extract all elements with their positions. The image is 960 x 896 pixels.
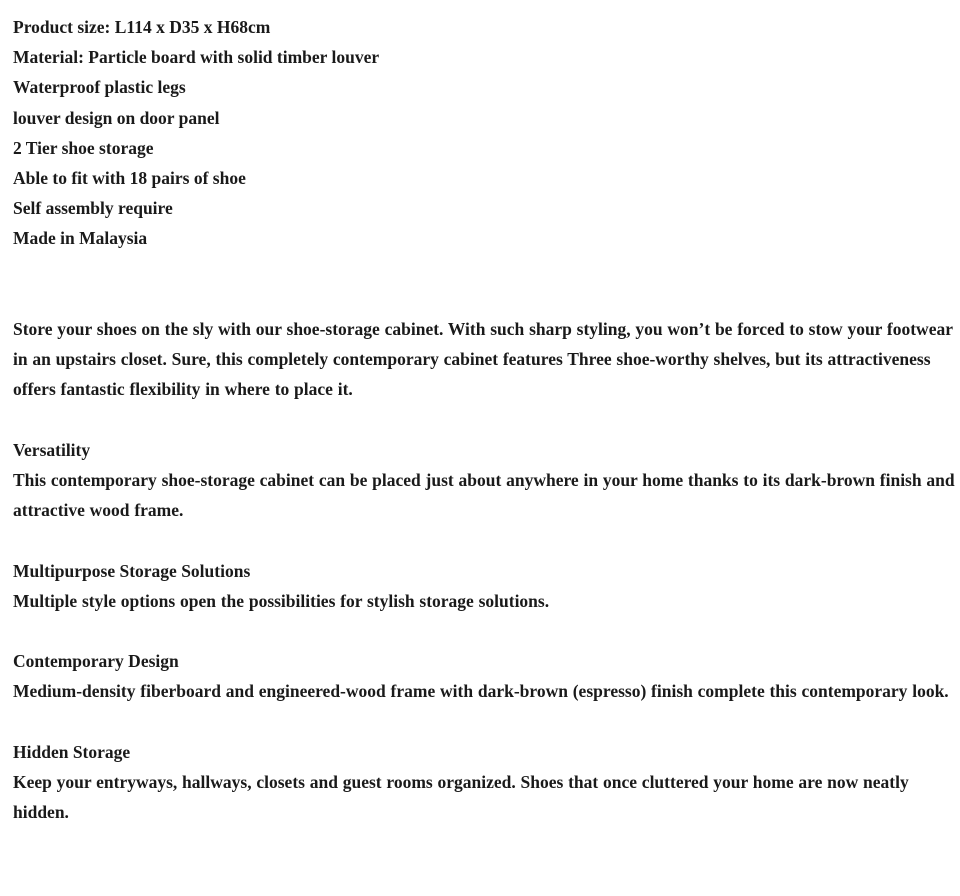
section-heading: Multipurpose Storage Solutions	[13, 560, 251, 581]
spec-legs: Waterproof plastic legs	[13, 77, 186, 98]
spacer	[13, 707, 955, 737]
spec-list	[13, 12, 955, 254]
section-heading: Contemporary Design	[13, 651, 179, 672]
section-versatility	[13, 435, 955, 526]
spacer	[13, 525, 955, 555]
section-body: Medium-density fiberboard and engineered-wood frame with dark-brown (espresso) finish complete this contemporary look.	[13, 681, 949, 702]
spec-product-size: Product size: L114 x D35 x H68cm	[13, 17, 271, 37]
section-hidden-storage	[13, 737, 955, 828]
section-body: This contemporary shoe-storage cabinet can be placed just about anywhere in your home thanks to its dark-brown finish and attractive wood frame.	[13, 470, 955, 521]
section-heading: Versatility	[13, 439, 91, 460]
spec-door-panel: louver design on door panel	[13, 107, 220, 128]
spec-capacity: Able to fit with 18 pairs of shoe	[13, 168, 246, 189]
section-body: Multiple style options open the possibilities for stylish storage solutions.	[13, 590, 550, 611]
spacer	[13, 616, 955, 646]
spec-material: Material: Particle board with solid timber louver	[13, 47, 380, 68]
spacer	[13, 254, 955, 314]
intro-paragraph: Store your shoes on the sly with our shoe-storage cabinet. With such sharp styling, you won’t be forced to stow your footwear in an upstairs closet. Sure, this completely contemporary cabinet features Three shoe-worthy shelves, but its attractiveness offers fantastic flexibility in where to place it.	[13, 319, 953, 400]
section-heading: Hidden Storage	[13, 741, 131, 762]
spec-assembly: Self assembly require	[13, 198, 173, 219]
product-description	[13, 12, 955, 827]
spacer	[13, 405, 955, 435]
spec-tiers: 2 Tier shoe storage	[13, 137, 154, 158]
spec-origin: Made in Malaysia	[13, 228, 148, 249]
section-multipurpose-storage	[13, 556, 955, 616]
section-body: Keep your entryways, hallways, closets and guest rooms organized. Shoes that once cluttered your home are now neatly hidden.	[13, 772, 909, 823]
section-contemporary-design	[13, 646, 955, 706]
